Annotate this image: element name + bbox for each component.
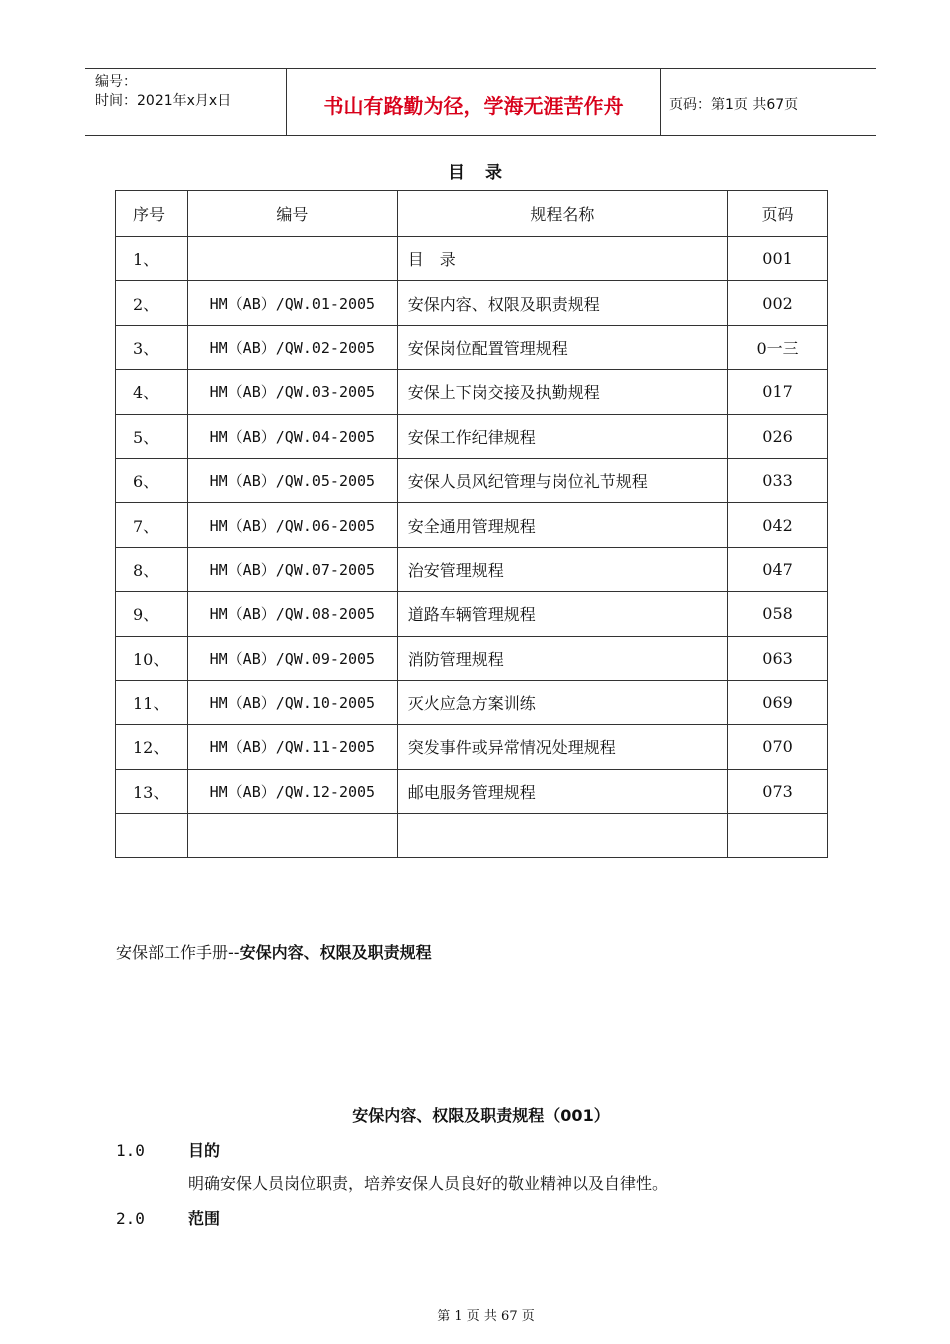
toc-cell-page: 033 [728,458,828,502]
toc-header-row [116,191,828,237]
toc-cell-no [116,814,188,858]
toc-cell-page: 001 [728,237,828,281]
toc-cell-page: 070 [728,725,828,769]
toc-cell-page: 063 [728,636,828,680]
toc-cell-code: HM（AB）/QW.05-2005 [187,458,397,502]
toc-cell-page: 0一三 [728,325,828,369]
toc-body [116,237,828,858]
toc-cell-code: HM（AB）/QW.12-2005 [187,769,397,813]
toc-cell-name: 治安管理规程 [397,547,727,591]
toc-cell-name: 安保工作纪律规程 [397,414,727,458]
toc-cell-name: 安保岗位配置管理规程 [397,325,727,369]
section-heading: 范围 [188,1209,221,1228]
toc-cell-page: 047 [728,547,828,591]
toc-cell-code: HM（AB）/QW.03-2005 [187,370,397,414]
toc-cell-name: 灭火应急方案训练 [397,680,727,724]
page-header [85,68,876,136]
toc-cell-page: 017 [728,370,828,414]
section-item-purpose [116,1138,220,1161]
toc-cell-code: HM（AB）/QW.02-2005 [187,325,397,369]
toc-cell-name [397,814,727,858]
toc-table [115,190,828,858]
toc-cell-name: 道路车辆管理规程 [397,592,727,636]
toc-cell-name: 安保内容、权限及职责规程 [397,281,727,325]
toc-row [116,680,828,724]
toc-cell-code: HM（AB）/QW.04-2005 [187,414,397,458]
handbook-prefix: 安保部工作手册-- [116,943,240,962]
toc-cell-no: 9、 [116,592,188,636]
toc-cell-no: 7、 [116,503,188,547]
toc-cell-code [187,814,397,858]
header-motto: 书山有路勤为径，学海无涯苦作舟 [287,69,661,135]
toc-col-page: 页码 [728,191,828,237]
toc-cell-page: 026 [728,414,828,458]
header-meta [85,69,287,135]
toc-cell-no: 11、 [116,680,188,724]
handbook-title: 安保内容、权限及职责规程 [239,943,432,962]
toc-cell-name: 目 录 [397,237,727,281]
toc-cell-name: 邮电服务管理规程 [397,769,727,813]
toc-title: 目录 [448,163,522,183]
purpose-text: 明确安保人员岗位职责，培养安保人员良好的敬业精神以及自律性。 [188,1174,669,1193]
toc-cell-no: 2、 [116,281,188,325]
toc-cell-no: 13、 [116,769,188,813]
toc-cell-no: 8、 [116,547,188,591]
toc-cell-code: HM（AB）/QW.11-2005 [187,725,397,769]
toc-row [116,414,828,458]
toc-col-name: 规程名称 [397,191,727,237]
toc-row [116,725,828,769]
toc-cell-name: 安全通用管理规程 [397,503,727,547]
toc-cell-no: 6、 [116,458,188,502]
toc-cell-code: HM（AB）/QW.09-2005 [187,636,397,680]
toc-cell-no: 4、 [116,370,188,414]
toc-cell-no: 3、 [116,325,188,369]
section-heading: 目的 [188,1141,221,1160]
toc-cell-code: HM（AB）/QW.01-2005 [187,281,397,325]
toc-cell-name: 安保上下岗交接及执勤规程 [397,370,727,414]
toc-cell-no: 5、 [116,414,188,458]
toc-cell-page: 073 [728,769,828,813]
toc-cell-page: 069 [728,680,828,724]
toc-cell-page: 058 [728,592,828,636]
section-number: 2.0 [116,1209,145,1228]
toc-row [116,592,828,636]
header-time: 时间：2021年x月x日 [95,93,232,109]
toc-row [116,814,828,858]
toc-row [116,370,828,414]
toc-cell-name: 消防管理规程 [397,636,727,680]
handbook-line [116,940,432,963]
section-number: 1.0 [116,1141,145,1160]
toc-cell-code: HM（AB）/QW.08-2005 [187,592,397,636]
toc-row [116,547,828,591]
page-footer: 第 1 页 共 67 页 [437,1309,535,1324]
toc-row [116,325,828,369]
section-item-scope [116,1206,220,1229]
toc-row [116,503,828,547]
toc-cell-name: 安保人员风纪管理与岗位礼节规程 [397,458,727,502]
header-page: 页码：第1页 共67页 [669,97,799,113]
toc-cell-code: HM（AB）/QW.07-2005 [187,547,397,591]
toc-cell-code: HM（AB）/QW.10-2005 [187,680,397,724]
toc-cell-no: 1、 [116,237,188,281]
toc-cell-page: 042 [728,503,828,547]
header-number: 编号： [95,74,137,90]
toc-col-code: 编号 [187,191,397,237]
toc-cell-no: 10、 [116,636,188,680]
toc-row [116,458,828,502]
toc-cell-name: 突发事件或异常情况处理规程 [397,725,727,769]
toc-cell-page: 002 [728,281,828,325]
toc-cell-code: HM（AB）/QW.06-2005 [187,503,397,547]
toc-cell-page [728,814,828,858]
toc-row [116,281,828,325]
toc-row [116,237,828,281]
section-title: 安保内容、权限及职责规程（001） [352,1106,610,1125]
toc-row [116,636,828,680]
toc-cell-no: 12、 [116,725,188,769]
toc-row [116,769,828,813]
toc-cell-code [187,237,397,281]
toc-col-no: 序号 [116,191,188,237]
